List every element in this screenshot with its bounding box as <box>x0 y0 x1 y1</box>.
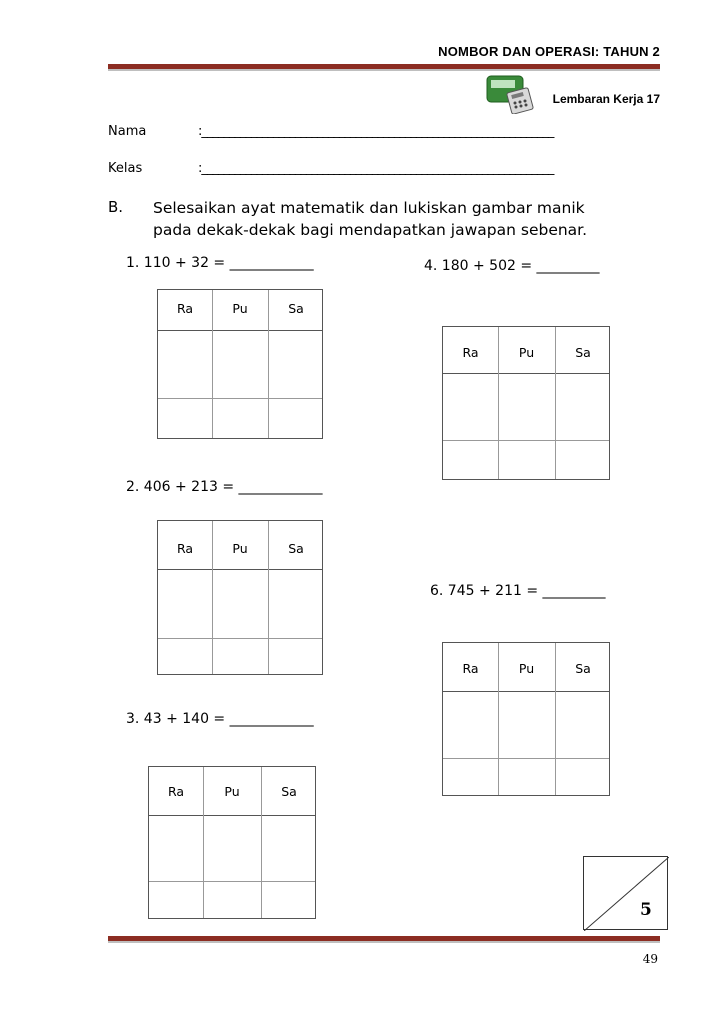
score-number: 5 <box>640 900 652 920</box>
abacus-table-2 <box>157 520 323 675</box>
question-3: 3. 43 + 140 = ____________ <box>126 711 314 727</box>
col-header-pu: Pu <box>232 301 248 316</box>
score-box <box>583 856 668 930</box>
instruction-line-2: pada dekak-dekak bagi mendapatkan jawapan sebenar. <box>153 221 588 239</box>
abacus-table-1 <box>157 289 323 439</box>
page-number: 49 <box>642 952 658 966</box>
col-header-sa: Sa <box>575 661 591 676</box>
col-header-ra: Ra <box>176 301 194 316</box>
name-field[interactable]: :________________________________________________________________ <box>198 124 554 139</box>
abacus-table-3 <box>148 766 316 919</box>
class-field[interactable]: :________________________________________________________________ <box>198 161 554 176</box>
instruction-line-1: Selesaikan ayat matematik dan lukiskan gambar manik <box>153 199 585 217</box>
col-header-ra: Ra <box>462 661 479 676</box>
col-header-pu: Pu <box>518 345 535 360</box>
diagonal-line-icon <box>584 857 669 931</box>
footer-rule <box>108 936 660 941</box>
header-rule <box>108 64 660 69</box>
question-6: 6. 745 + 211 = _________ <box>430 583 606 599</box>
question-2: 2. 406 + 213 = ____________ <box>126 479 323 495</box>
class-label: Kelas <box>108 161 143 176</box>
abacus-table-4 <box>442 326 610 480</box>
col-header-pu: Pu <box>224 784 240 799</box>
col-header-pu: Pu <box>232 541 248 556</box>
col-header-pu: Pu <box>518 661 535 676</box>
question-4: 4. 180 + 502 = _________ <box>424 258 600 274</box>
col-header-ra: Ra <box>462 345 479 360</box>
col-header-ra: Ra <box>176 541 194 556</box>
worksheet-topic-title: NOMBOR DAN OPERASI: TAHUN 2 <box>438 44 660 59</box>
col-header-ra: Ra <box>167 784 185 799</box>
worksheet-number: Lembaran Kerja 17 <box>552 92 660 106</box>
name-label: Nama <box>108 124 147 139</box>
instruction-text <box>153 197 673 241</box>
col-header-sa: Sa <box>288 301 304 316</box>
col-header-sa: Sa <box>575 345 591 360</box>
question-1: 1. 110 + 32 = ____________ <box>126 255 314 271</box>
col-header-sa: Sa <box>281 784 297 799</box>
section-letter: B. <box>108 198 124 216</box>
calculator-icon <box>485 74 535 114</box>
abacus-table-6 <box>442 642 610 796</box>
col-header-sa: Sa <box>288 541 304 556</box>
